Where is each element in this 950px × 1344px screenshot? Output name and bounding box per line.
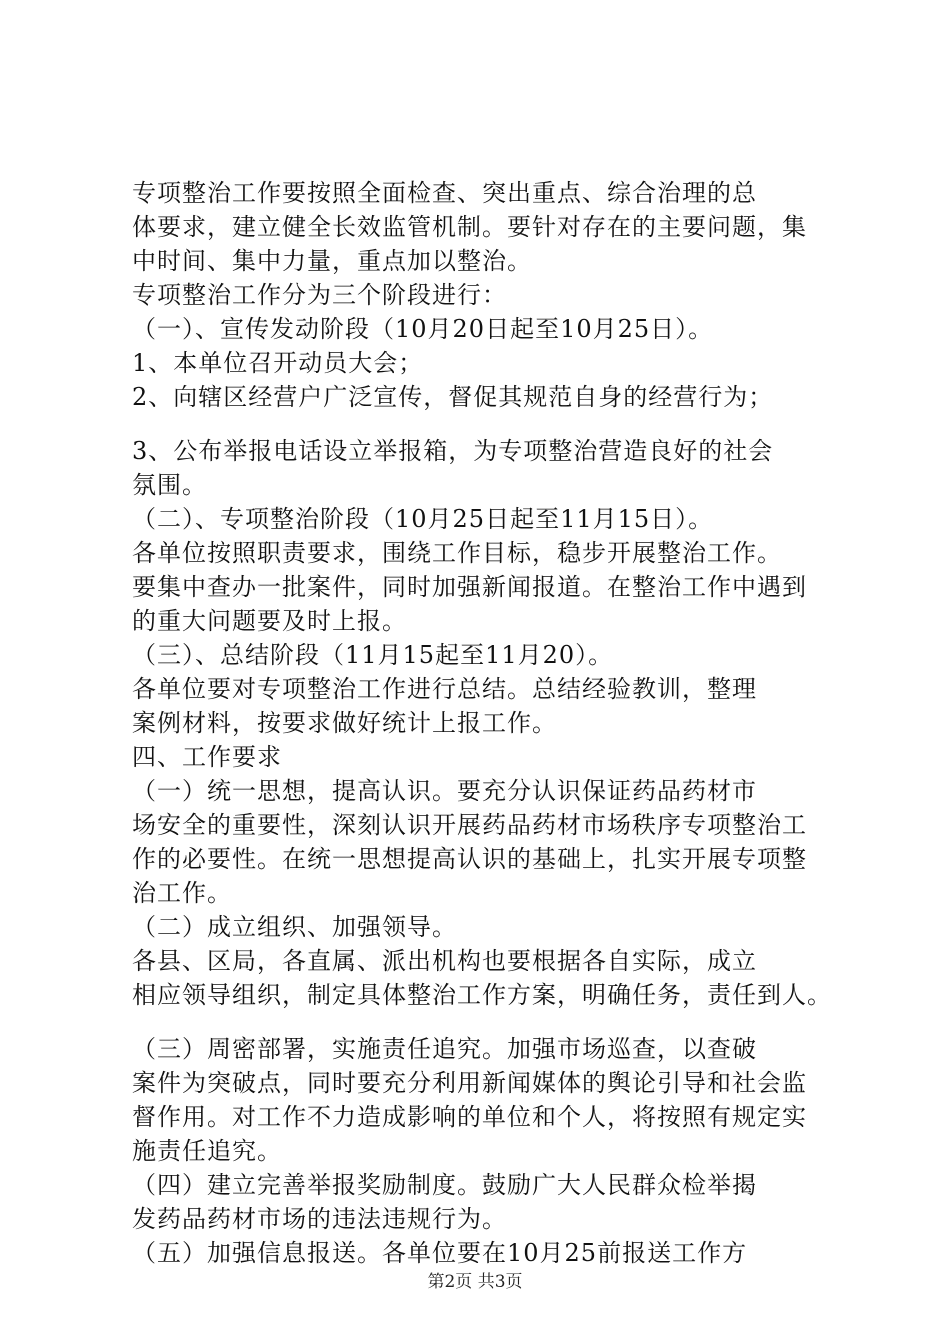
text-line: 督作用。对工作不力造成影响的单位和个人，将按照有规定实	[132, 1103, 807, 1131]
text-line: 的重大问题要及时上报。	[132, 607, 407, 635]
text-line: 要集中查办一批案件，同时加强新闻报道。在整治工作中遇到	[132, 573, 807, 601]
text-line: （二）成立组织、加强领导。	[132, 913, 457, 941]
text-line: 案件为突破点，同时要充分利用新闻媒体的舆论引导和社会监	[132, 1069, 807, 1097]
text-line: 1、本单位召开动员大会；	[132, 349, 424, 377]
text-line: （三）、总结阶段（11月15起至11月20）。	[132, 641, 614, 669]
text-line: 场安全的重要性，深刻认识开展药品药材市场秩序专项整治工	[132, 811, 807, 839]
text-line: 治工作。	[132, 879, 232, 907]
text-line: 各单位按照职责要求，围绕工作目标，稳步开展整治工作。	[132, 539, 782, 567]
text-line: 各单位要对专项整治工作进行总结。总结经验教训，整理	[132, 675, 757, 703]
text-line: 2、向辖区经营户广泛宣传，督促其规范自身的经营行为；	[132, 383, 774, 411]
text-line: 各县、区局，各直属、派出机构也要根据各自实际，成立	[132, 947, 757, 975]
text-line: 中时间、集中力量，重点加以整治。	[132, 247, 532, 275]
text-line: （三）周密部署，实施责任追究。加强市场巡查，以查破	[132, 1035, 757, 1063]
text-line: 发药品药材市场的违法违规行为。	[132, 1205, 507, 1233]
text-line: 施责任追究。	[132, 1137, 282, 1165]
text-line: （二）、专项整治阶段（10月25日起至11月15日）。	[132, 505, 714, 533]
text-line: 相应领导组织，制定具体整治工作方案，明确任务，责任到人。	[132, 981, 832, 1009]
text-line: 专项整治工作要按照全面检查、突出重点、综合治理的总	[132, 179, 757, 207]
text-line: 氛围。	[132, 471, 207, 499]
text-line: （四）建立完善举报奖励制度。鼓励广大人民群众检举揭	[132, 1171, 757, 1199]
text-line: 案例材料，按要求做好统计上报工作。	[132, 709, 557, 737]
text-line: 四、工作要求	[132, 743, 282, 771]
text-line: （一）统一思想，提高认识。要充分认识保证药品药材市	[132, 777, 757, 805]
text-line: （一）、宣传发动阶段（10月20日起至10月25日）。	[132, 315, 714, 343]
text-line: （五）加强信息报送。各单位要在10月25前报送工作方	[132, 1239, 748, 1267]
text-line: 3、公布举报电话设立举报箱，为专项整治营造良好的社会	[132, 437, 774, 465]
text-line: 体要求，建立健全长效监管机制。要针对存在的主要问题，集	[132, 213, 807, 241]
page-number-footer: 第2页 共3页	[427, 1272, 523, 1292]
text-line: 专项整治工作分为三个阶段进行：	[132, 281, 507, 309]
text-line: 作的必要性。在统一思想提高认识的基础上，扎实开展专项整	[132, 845, 807, 873]
